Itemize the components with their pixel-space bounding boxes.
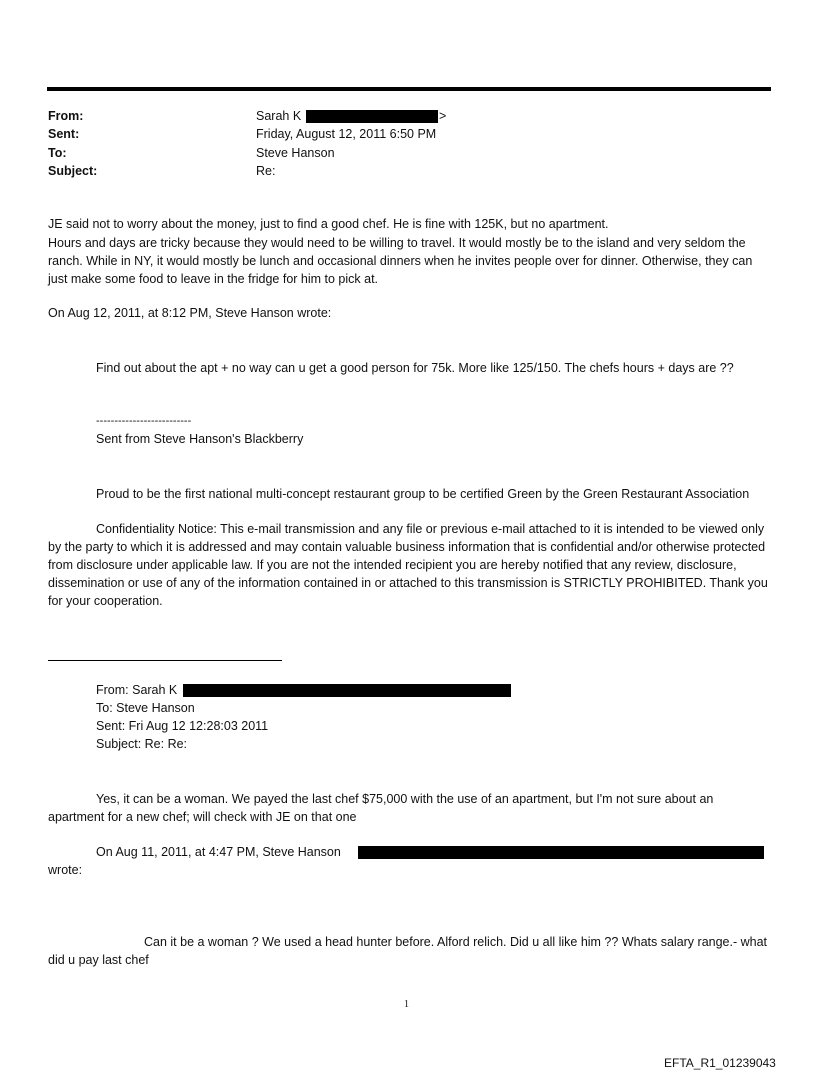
sent-value: Friday, August 12, 2011 6:50 PM <box>256 127 437 141</box>
quoted-subject: Subject: Re: Re: <box>96 737 188 751</box>
to-value: Steve Hanson <box>256 146 335 160</box>
quote-separator <box>48 660 282 661</box>
from-tail: > <box>439 109 447 123</box>
from-value: Sarah K <box>256 109 302 123</box>
quoted-from: From: Sarah K <box>96 683 178 697</box>
sent-label: Sent: <box>48 127 80 141</box>
quote-header-wrote: wrote: <box>48 863 83 877</box>
redaction-box <box>306 110 438 123</box>
redaction-box <box>358 846 764 859</box>
page-number: 1 <box>404 999 409 1010</box>
body-paragraph: Hours and days are tricky because they would need to be willing to travel. It would mostly be to the island and very seldom the ranch. While in NY, it would mostly be lunch and occasional dinners when he invites people over for dinner. Otherwise, they can just make some food to leave in the fridge for him to pick at. <box>48 236 753 286</box>
from-label: From: <box>48 109 84 123</box>
quote-header-aug12: On Aug 12, 2011, at 8:12 PM, Steve Hanson wrote: <box>48 306 332 320</box>
woman-reply: Yes, it can be a woman. We payed the last chef $75,000 with the use of an apartment, but I'm not sure about an apartment for a new chef; will check with JE on that one <box>48 792 714 824</box>
signature-text: Sent from Steve Hanson's Blackberry <box>96 432 304 446</box>
green-certification: Proud to be the first national multi-concept restaurant group to be certified Green by the Green Restaurant Association <box>96 487 750 501</box>
quoted-to: To: Steve Hanson <box>96 701 195 715</box>
original-message: Can it be a woman ? We used a head hunter before. Alford relich. Did u all like him ?? Whats salary range.- what did u pay last chef <box>48 935 768 967</box>
quote-header-aug11: On Aug 11, 2011, at 4:47 PM, Steve Hanson <box>96 845 341 859</box>
body-line-1: JE said not to worry about the money, just to find a good chef. He is fine with 125K, but no apartment. <box>48 217 609 231</box>
subject-value: Re: <box>256 164 276 178</box>
to-label: To: <box>48 146 67 160</box>
redaction-box <box>183 684 511 697</box>
header-rule <box>47 87 771 91</box>
document-id: EFTA_R1_01239043 <box>664 1056 776 1070</box>
quoted-sent: Sent: Fri Aug 12 12:28:03 2011 <box>96 719 269 733</box>
confidentiality-notice: Confidentiality Notice: This e-mail transmission and any file or previous e-mail attached to it is intended to be viewed only by the party to which it is addressed and may contain valuable business information that is confidential and/or otherwise protected from disclosure under applicable law. If you are not the intended recipient you are hereby notified that any review, disclosure, dissemination or use of any of the information contained in or attached to this transmission is STRICTLY PROHIBITED. Thank you for your cooperation. <box>48 522 768 608</box>
signature-dashes: -------------------------- <box>96 415 192 427</box>
subject-label: Subject: <box>48 164 98 178</box>
steve-reply: Find out about the apt + no way can u get a good person for 75k. More like 125/150. The chefs hours + days are ?? <box>96 361 734 375</box>
